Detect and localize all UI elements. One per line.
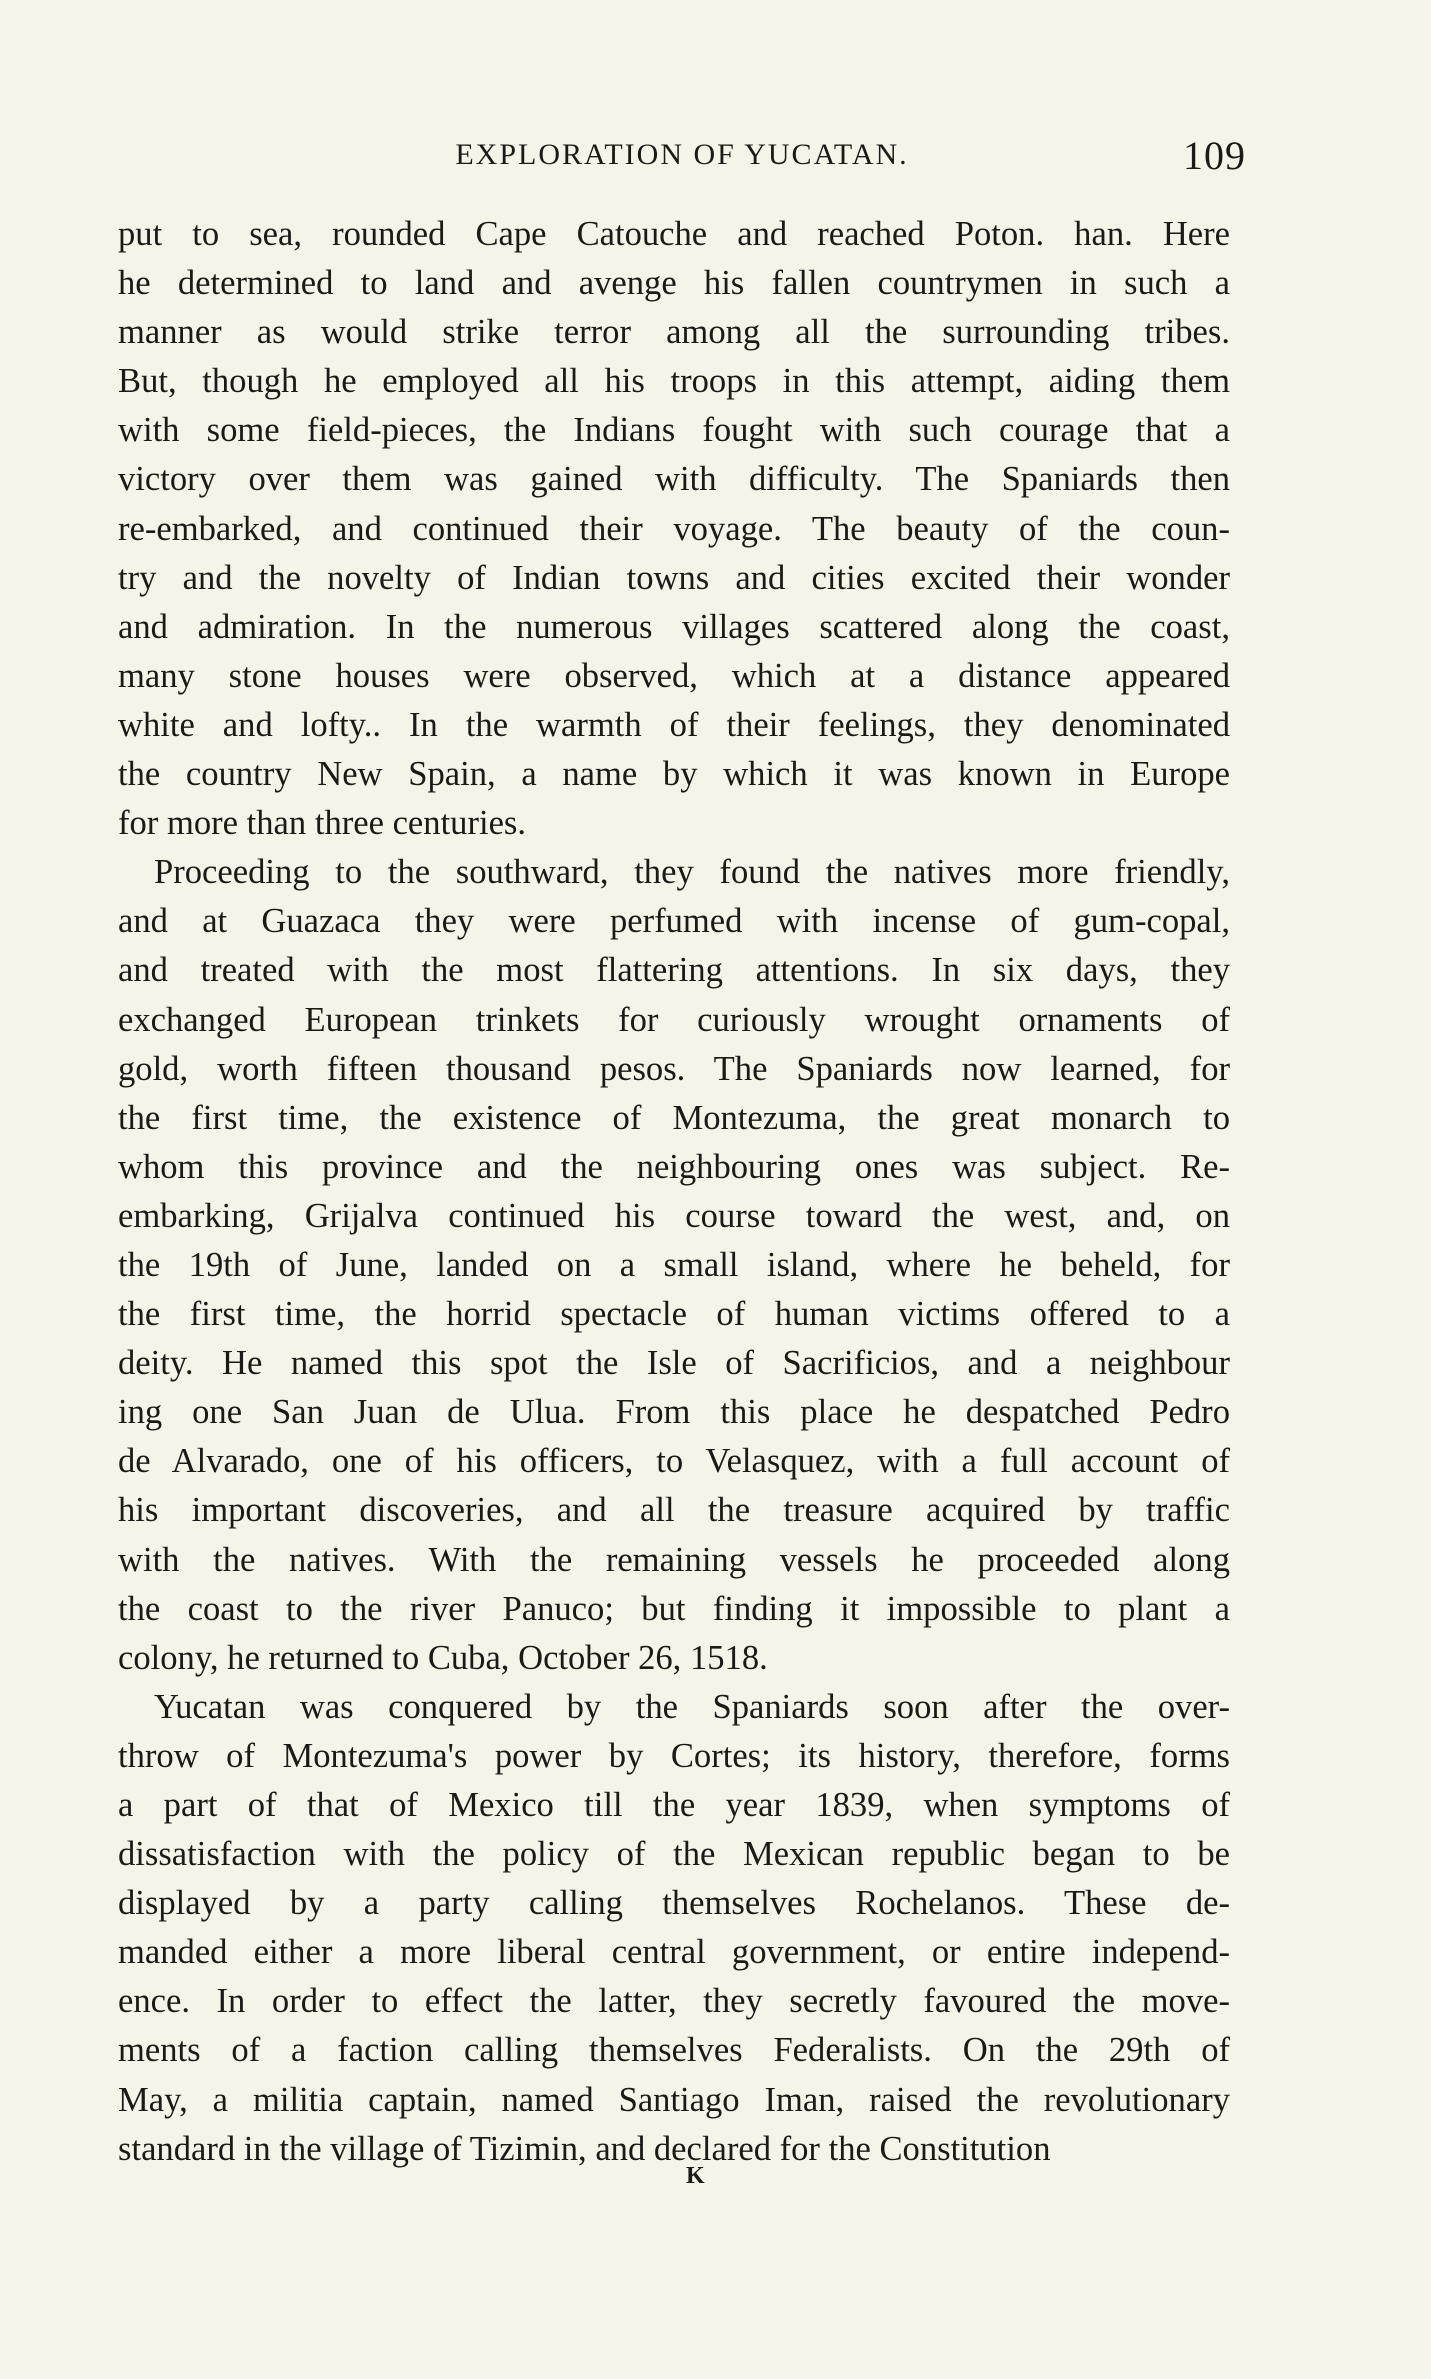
text-line: displayed by a party calling themselves Rochelanos. These de-	[118, 1884, 1230, 1923]
text-line: his important discoveries, and all the treasure acquired by traffic	[118, 1491, 1230, 1530]
text-line: colony, he returned to Cuba, October 26, 1518.	[118, 1638, 768, 1677]
text-line: put to sea, rounded Cape Catouche and reached Poton. han. Here	[118, 215, 1230, 253]
text-line: standard in the village of Tizimin, and declared for the Constitution	[118, 2129, 1051, 2168]
paragraph	[118, 210, 1230, 848]
text-line: deity. He named this spot the Isle of Sacrificios, and a neighbour	[118, 1344, 1230, 1383]
text-line: the first time, the horrid spectacle of human victims offered to a	[118, 1295, 1230, 1334]
text-line: the coast to the river Panuco; but finding it impossible to plant a	[118, 1589, 1230, 1628]
text-line: throw of Montezuma's power by Cortes; its history, therefore, forms	[118, 1736, 1230, 1775]
text-line: Proceeding to the southward, they found the natives more friendly,	[154, 853, 1230, 892]
text-line: whom this province and the neighbouring ones was subject. Re-	[118, 1147, 1230, 1186]
text-line: ments of a faction calling themselves Federalists. On the 29th of	[118, 2031, 1230, 2070]
text-line: de Alvarado, one of his officers, to Velasquez, with a full account of	[118, 1442, 1230, 1481]
text-line: the 19th of June, landed on a small island, where he beheld, for	[118, 1245, 1230, 1284]
text-line: victory over them was gained with difficulty. The Spaniards then	[118, 460, 1230, 499]
text-line: with some field-pieces, the Indians fought with such courage that a	[118, 411, 1230, 450]
text-line: white and lofty.. In the warmth of their feelings, they denominated	[118, 705, 1230, 744]
text-line: ing one San Juan de Ulua. From this place he despatched Pedro	[118, 1393, 1230, 1432]
text-line: Yucatan was conquered by the Spaniards soon after the over-	[154, 1687, 1230, 1726]
text-line: and at Guazaca they were perfumed with incense of gum-copal,	[118, 902, 1230, 941]
text-line: the country New Spain, a name by which it was known in Europe	[118, 755, 1230, 794]
text-line: exchanged European trinkets for curiously wrought ornaments of	[118, 1000, 1230, 1039]
text-line: he determined to land and avenge his fallen countrymen in such a	[118, 264, 1230, 303]
text-line: But, though he employed all his troops in this attempt, aiding them	[118, 362, 1230, 401]
text-line: and admiration. In the numerous villages scattered along the coast,	[118, 607, 1230, 646]
text-line: for more than three centuries.	[118, 804, 527, 843]
page-number: 109	[1183, 133, 1246, 178]
body-text	[118, 210, 1230, 2174]
signature-mark: K	[686, 2163, 706, 2189]
text-line: embarking, Grijalva continued his course toward the west, and, on	[118, 1196, 1230, 1235]
text-line: gold, worth fifteen thousand pesos. The Spaniards now learned, for	[118, 1049, 1230, 1088]
text-line: dissatisfaction with the policy of the Mexican republic began to be	[118, 1835, 1230, 1874]
text-line: the first time, the existence of Montezuma, the great monarch to	[118, 1098, 1230, 1137]
running-title: EXPLORATION OF YUCATAN.	[455, 138, 909, 171]
text-line: with the natives. With the remaining vessels he proceeded along	[118, 1540, 1230, 1579]
text-line: a part of that of Mexico till the year 1839, when symptoms of	[118, 1786, 1230, 1824]
text-line: manner as would strike terror among all the surrounding tribes.	[118, 313, 1230, 352]
paragraph	[118, 1683, 1230, 2174]
text-line: ence. In order to effect the latter, they secretly favoured the move-	[118, 1982, 1230, 2021]
text-line: May, a militia captain, named Santiago Iman, raised the revolutionary	[118, 2080, 1230, 2119]
text-line: re-embarked, and continued their voyage. The beauty of the coun-	[118, 509, 1230, 548]
text-line: many stone houses were observed, which at a distance appeared	[118, 656, 1230, 695]
text-line: try and the novelty of Indian towns and cities excited their wonder	[118, 558, 1230, 597]
text-line: manded either a more liberal central government, or entire independ-	[118, 1933, 1230, 1972]
running-head	[118, 132, 1246, 182]
paragraph	[118, 848, 1230, 1683]
text-line: and treated with the most flattering attentions. In six days, they	[118, 951, 1230, 990]
